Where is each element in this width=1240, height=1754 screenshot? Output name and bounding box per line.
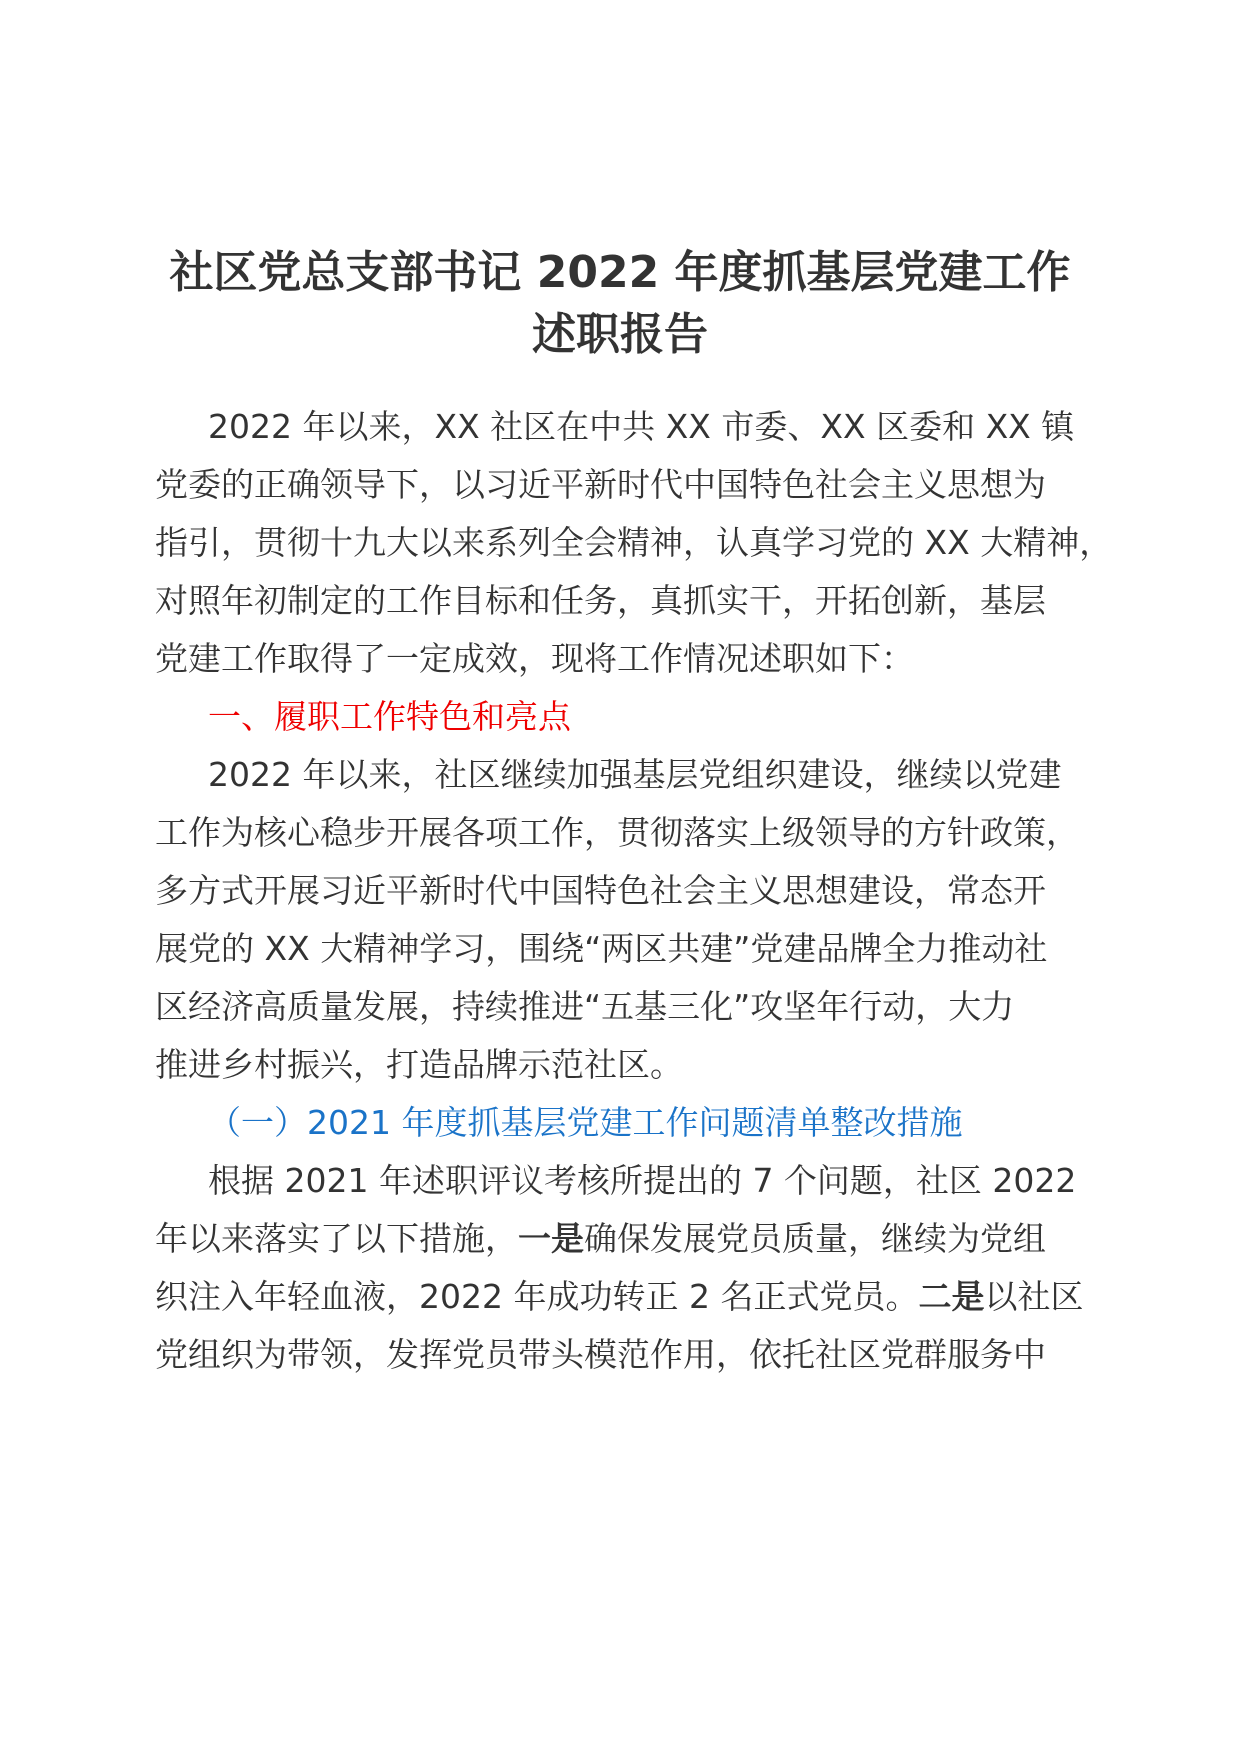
para1-line: 推进乡村振兴，打造品牌示范社区。 <box>155 1045 683 1084</box>
para2-line: 党组织为带领，发挥党员带头模范作用，依托社区党群服务中 <box>155 1335 1046 1374</box>
para2-text: 确保发展党员质量，继续为党组 <box>584 1219 1046 1258</box>
para1-line: 区经济高质量发展，持续推进“五基三化”攻坚年行动，大力 <box>155 987 1015 1026</box>
para1-line: 2022 年以来，社区继续加强基层党组织建设，继续以党建 <box>208 755 1062 794</box>
intro-line: 指引，贯彻十九大以来系列全会精神，认真学习党的 XX 大精神， <box>155 523 1113 562</box>
intro-line: 党建工作取得了一定成效，现将工作情况述职如下： <box>155 639 914 678</box>
intro-line: 党委的正确领导下，以习近平新时代中国特色社会主义思想为 <box>155 465 1046 504</box>
para2-bold-marker: 一是 <box>518 1219 584 1258</box>
document-title-line-1: 社区党总支部书记 2022 年度抓基层党建工作 <box>169 247 1071 298</box>
para2-bold-marker: 二是 <box>918 1277 985 1316</box>
para1-line: 工作为核心稳步开展各项工作，贯彻落实上级领导的方针政策， <box>155 813 1079 852</box>
section-heading-1: 一、履职工作特色和亮点 <box>208 697 571 736</box>
para2-text: 以社区 <box>984 1277 1084 1316</box>
intro-line: 2022 年以来，XX 社区在中共 XX 市委、XX 区委和 XX 镇 <box>208 407 1075 446</box>
para2-text: 织注入年轻血液，2022 年成功转正 2 名正式党员。 <box>155 1277 919 1316</box>
document-title-line-2: 述职报告 <box>532 309 708 360</box>
para2-line: 根据 2021 年述职评议考核所提出的 7 个问题，社区 2022 <box>208 1161 1077 1200</box>
subsection-heading-1: （一）2021 年度抓基层党建工作问题清单整改措施 <box>208 1103 963 1142</box>
intro-line: 对照年初制定的工作目标和任务，真抓实干，开拓创新，基层 <box>155 581 1046 620</box>
para1-line: 展党的 XX 大精神学习，围绕“两区共建”党建品牌全力推动社 <box>155 929 1048 968</box>
para2-line <box>155 1274 1083 1320</box>
para1-line: 多方式开展习近平新时代中国特色社会主义思想建设，常态开 <box>155 871 1046 910</box>
para2-line <box>155 1216 1046 1262</box>
para2-text: 年以来落实了以下措施， <box>155 1219 518 1258</box>
